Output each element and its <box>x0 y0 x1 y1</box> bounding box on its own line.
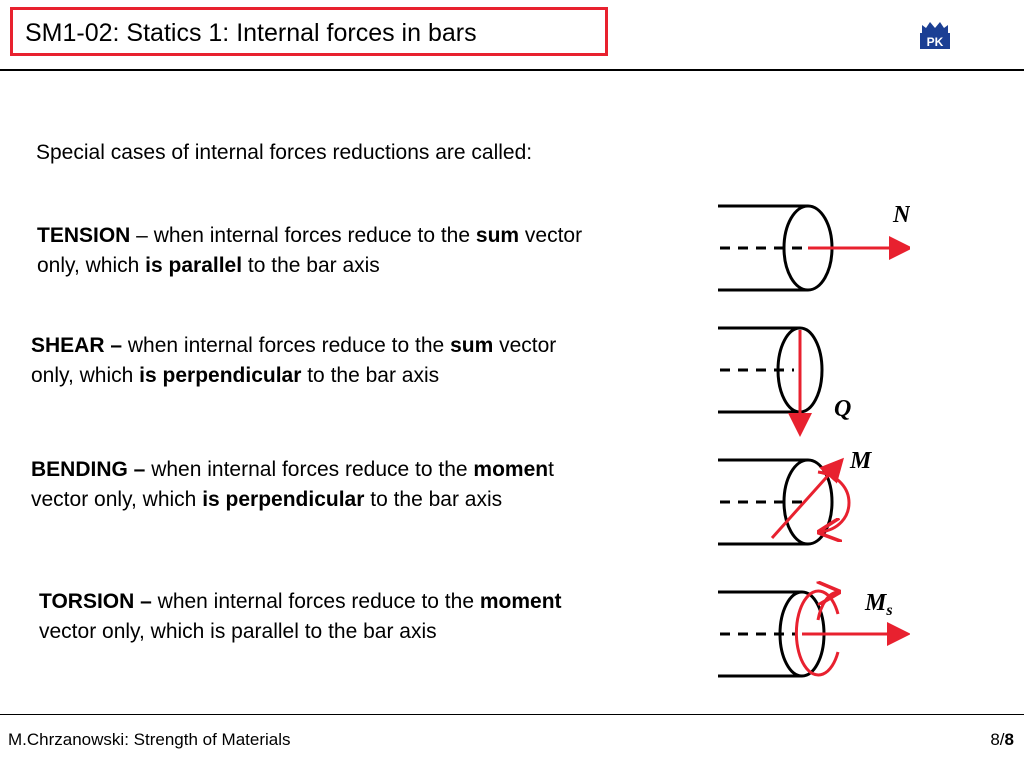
tension-definition: TENSION – when internal forces reduce to the sum vector only, which is parallel to the bar axis <box>37 224 583 277</box>
tension-term: TENSION <box>37 224 131 247</box>
torsion-label: $M_s$ <box>865 590 893 619</box>
bending-label: M <box>850 448 872 474</box>
torsion-definition: TORSION – when internal forces reduce to the moment vector only, which is parallel to the bar axis <box>39 590 562 643</box>
intro-text: Special cases of internal forces reductions are called: <box>36 141 533 164</box>
shear-label: Q <box>834 396 852 422</box>
title-frame <box>10 7 608 56</box>
footer-author: M.Chrzanowski: Strength of Materials <box>8 730 291 749</box>
shear-term: SHEAR – <box>31 334 123 357</box>
shear-definition: SHEAR – when internal forces reduce to the sum vector only, which is perpendicular to the bar axis <box>31 334 557 387</box>
bending-term: BENDING – <box>31 458 146 481</box>
torsion-term: TORSION – <box>39 590 152 613</box>
shear-diagram <box>718 328 851 434</box>
internal-forces-diagram <box>710 190 910 690</box>
logo-text: PK <box>926 35 944 49</box>
slide-title: SM1-02: Statics 1: Internal forces in bars <box>25 19 477 47</box>
header-divider <box>0 69 1024 71</box>
university-logo <box>918 19 952 51</box>
footer-divider <box>0 714 1024 715</box>
torsion-diagram <box>718 590 908 676</box>
tension-diagram <box>718 202 910 290</box>
page-number: 8/8 <box>990 730 1014 749</box>
bending-definition: BENDING – when internal forces reduce to the moment vector only, which is perpendicular to the bar axis <box>31 458 554 511</box>
tension-label: N <box>893 202 910 228</box>
bending-diagram <box>718 448 873 544</box>
